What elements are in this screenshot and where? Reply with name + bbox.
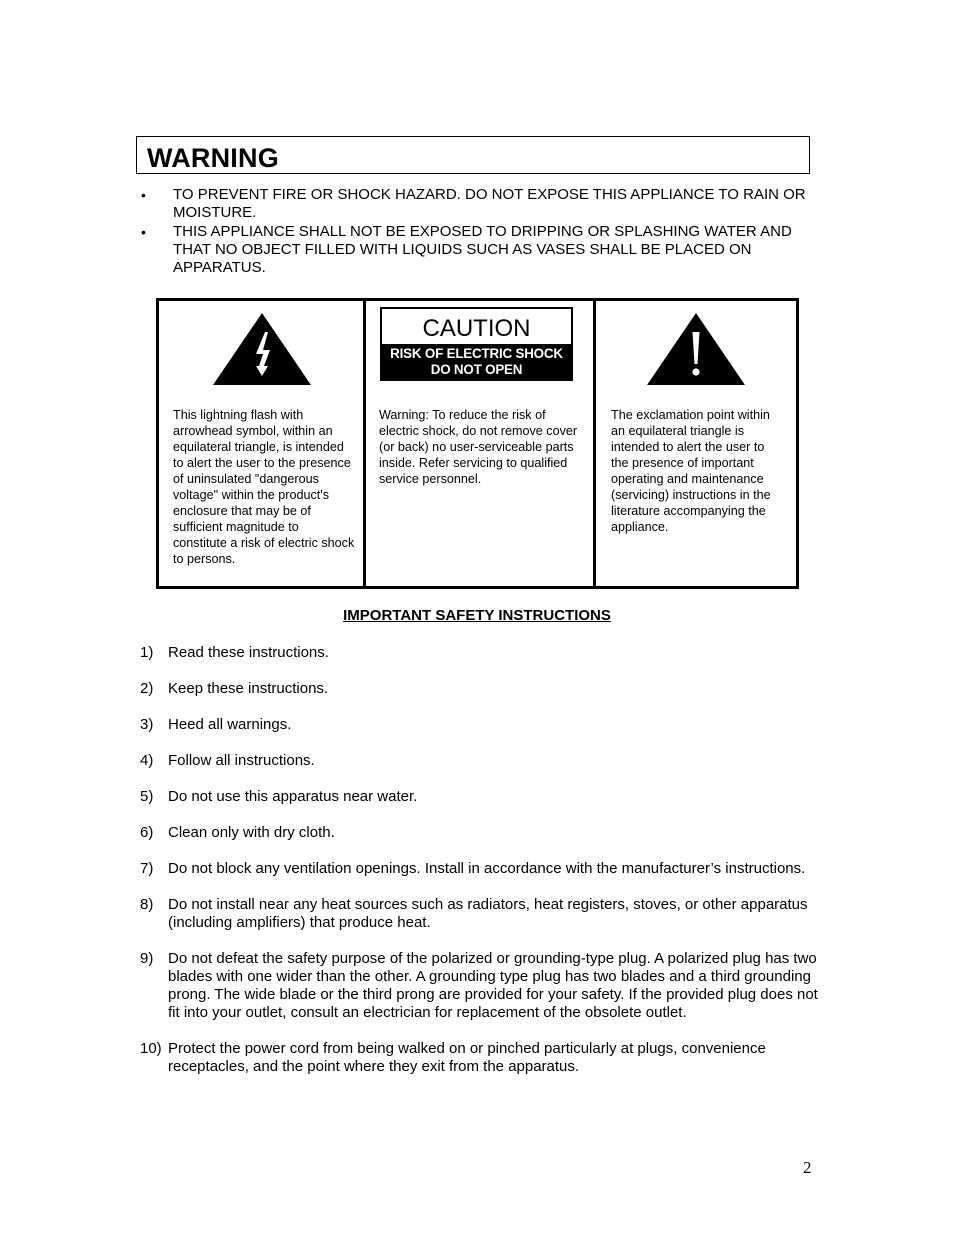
safety-instructions-list xyxy=(140,644,820,1094)
caution-warning-text: Warning: To reduce the risk of electric shock, do not remove cover (or back) no user-serviceable parts inside. Refer servicing to qualified service personnel. xyxy=(379,408,578,486)
warning-bullet xyxy=(138,186,818,222)
warning-bullet-text: TO PREVENT FIRE OR SHOCK HAZARD. DO NOT EXPOSE THIS APPLIANCE TO RAIN OR MOISTURE. xyxy=(173,186,806,221)
item-number: 9) xyxy=(140,950,154,967)
item-text: Follow all instructions. xyxy=(168,752,315,769)
caution-line-2: DO NOT OPEN xyxy=(430,361,523,377)
lightning-triangle-icon xyxy=(212,312,312,386)
page-number: 2 xyxy=(803,1158,812,1177)
caution-band xyxy=(382,344,571,379)
item-text: Keep these instructions. xyxy=(168,680,329,697)
item-text: Do not defeat the safety purpose of the polarized or grounding-type plug. A polarized plug has two blades with one wider than the other. A grounding type plug has two blades and a third grounding prong. The wide blade or the third prong are provided for your safety. If the provided plug does not fit into your outlet, consult an electrician for replacement of the obsolete outlet. xyxy=(168,950,818,1021)
item-number: 2) xyxy=(140,680,154,697)
warning-box xyxy=(136,136,810,174)
lightning-symbol-cell xyxy=(159,301,366,586)
warning-bullet xyxy=(138,223,818,277)
item-text: Protect the power cord from being walked on or pinched particularly at plugs, convenience receptacles, and the point where they exit from the apparatus. xyxy=(168,1040,766,1075)
lightning-symbol-text: This lightning flash with arrowhead symbol, within an equilateral triangle, is intended to alert the user to the presence of uninsulated "dangerous voltage" within the product's enclosure that may be of sufficient magnitude to constitute a risk of electric shock to persons. xyxy=(173,408,355,566)
exclamation-symbol-cell xyxy=(596,301,796,586)
item-text: Heed all warnings. xyxy=(168,716,292,733)
caution-label xyxy=(380,307,573,381)
list-item xyxy=(140,716,820,734)
item-number: 6) xyxy=(140,824,154,841)
item-number: 4) xyxy=(140,752,154,769)
item-number: 8) xyxy=(140,896,154,913)
caution-title: CAUTION xyxy=(422,315,531,342)
item-text: Do not install near any heat sources such as radiators, heat registers, stoves, or other apparatus (including amplifiers) that produce heat. xyxy=(168,896,808,931)
item-text: Do not block any ventilation openings. Install in accordance with the manufacturer’s instructions. xyxy=(168,860,806,877)
item-text: Clean only with dry cloth. xyxy=(168,824,335,841)
item-number: 7) xyxy=(140,860,154,877)
list-item xyxy=(140,824,820,842)
list-item xyxy=(140,1040,820,1076)
bullet-icon: • xyxy=(141,187,146,203)
list-item xyxy=(140,896,820,932)
item-number: 3) xyxy=(140,716,154,733)
warning-bullet-text: THIS APPLIANCE SHALL NOT BE EXPOSED TO DRIPPING OR SPLASHING WATER AND THAT NO OBJECT FILLED WITH LIQUIDS SUCH AS VASES SHALL BE PLACED ON APPARATUS. xyxy=(173,223,792,276)
item-number: 10) xyxy=(140,1040,162,1057)
safety-instructions-heading: IMPORTANT SAFETY INSTRUCTIONS xyxy=(343,607,611,624)
exclamation-triangle-icon xyxy=(646,312,746,386)
exclamation-symbol-text: The exclamation point within an equilateral triangle is intended to alert the user to the presence of important operating and maintenance (servicing) instructions in the literature accompanying the appliance. xyxy=(611,408,771,534)
list-item xyxy=(140,644,820,662)
caution-line-1: RISK OF ELECTRIC SHOCK xyxy=(390,346,563,361)
caution-label-cell xyxy=(366,301,596,586)
item-number: 1) xyxy=(140,644,154,661)
bullet-icon: • xyxy=(141,224,146,240)
item-number: 5) xyxy=(140,788,154,805)
list-item xyxy=(140,752,820,770)
list-item xyxy=(140,788,820,806)
warning-bullets xyxy=(138,186,818,278)
list-item xyxy=(140,860,820,878)
list-item xyxy=(140,950,820,1022)
safety-symbols-table xyxy=(156,298,799,589)
item-text: Do not use this apparatus near water. xyxy=(168,788,418,805)
warning-title: WARNING xyxy=(147,143,279,173)
list-item xyxy=(140,680,820,698)
item-text: Read these instructions. xyxy=(168,644,329,661)
